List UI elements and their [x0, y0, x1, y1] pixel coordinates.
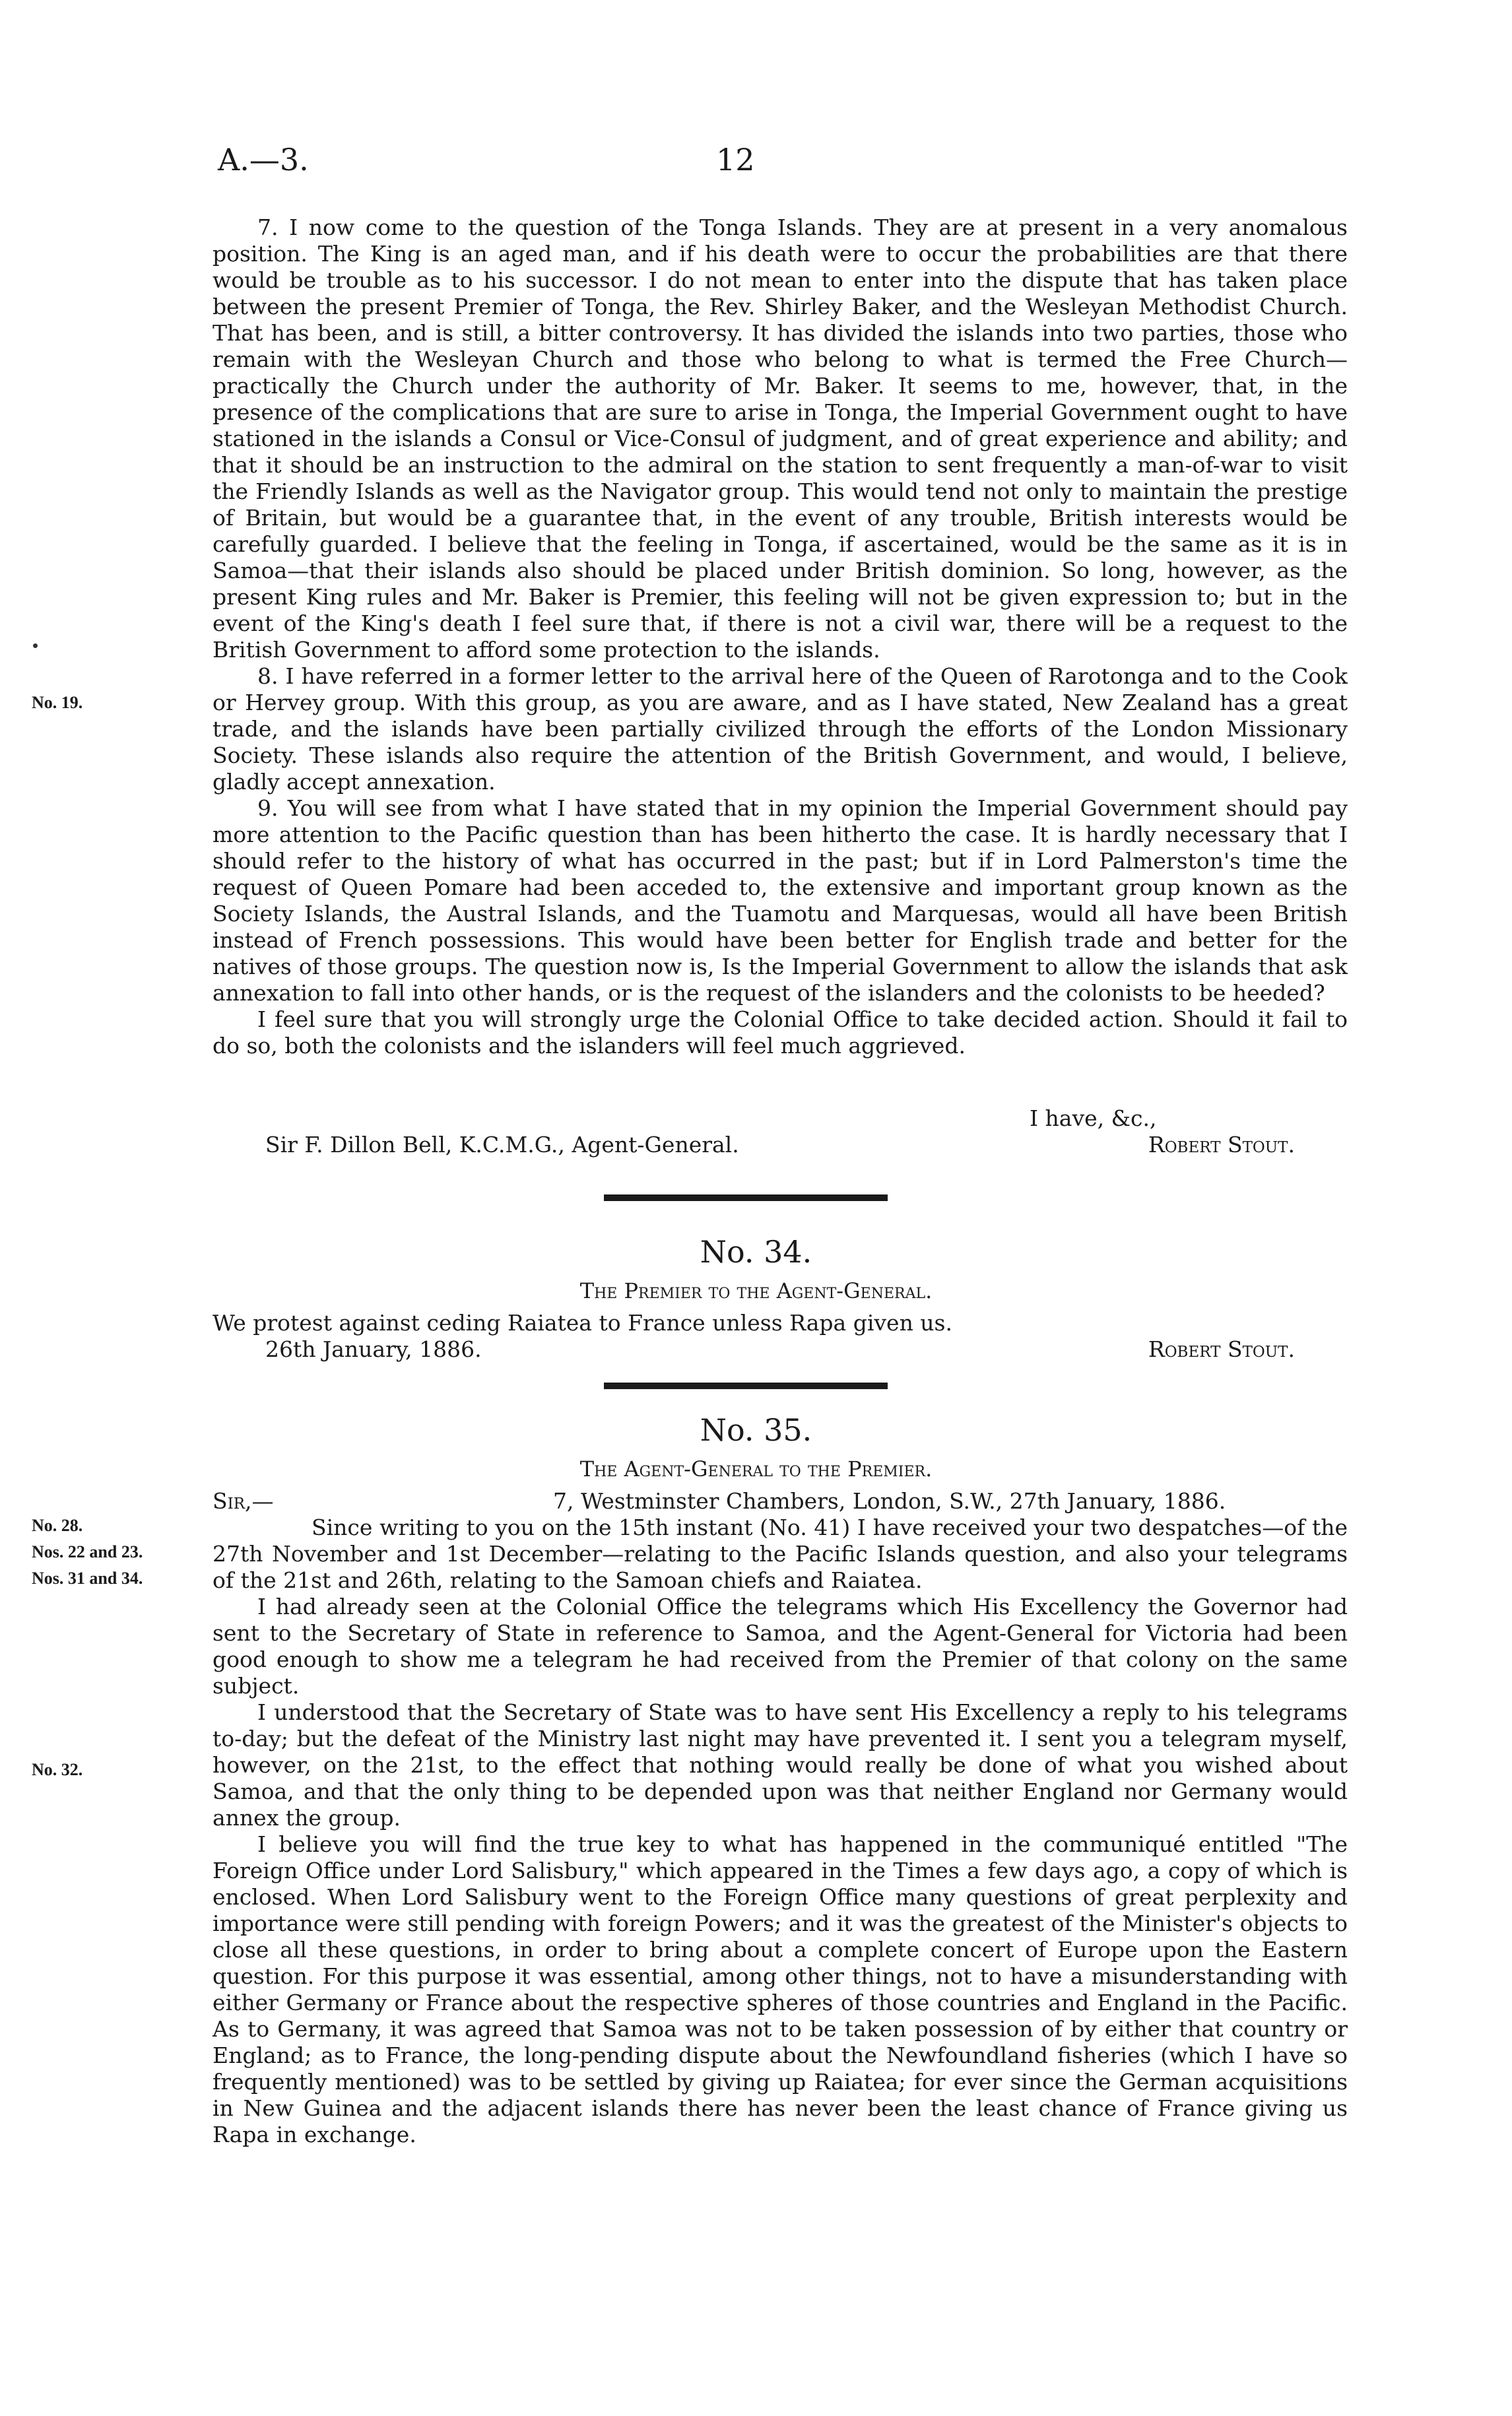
section-rule [604, 1194, 888, 1201]
margin-note-no32: No. 32. [32, 1760, 83, 1779]
margin-note-nos31-34: Nos. 31 and 34. [32, 1569, 143, 1588]
doc-35-paragraph-4: I believe you will find the true key to what has happened in the communiqué entitled "The Foreign Office under Lord Salisbury," which appeared in the Times a few days ago, a copy of which is enclosed. When Lord Salisbury went to the Foreign Office many questions of great perplexity and importance were still pending with foreign Powers; and it was the greatest of the Minister's objects to close all these questions, in order to bring about a complete concert of Europe upon the Eastern question. For this purpose it was essential, among other things, not to have a misunderstanding with either Germany or France about the respective spheres of those countries and England in the Pacific. As to Germany, it was agreed that Samoa was not to be taken possession of by either that country or England; as to France, the long-pending dispute about the Newfoundland fisheries (which I have so frequently mentioned) was to be settled by giving up Raiatea; for ever since the German acquisitions in New Guinea and the adjacent islands there has never been the least chance of France giving us Rapa in exchange. [213, 1831, 1348, 2147]
paragraph-7: 7. I now come to the question of the Tonga Islands. They are at present in a very anomalous position. The King is an aged man, and if his death were to occur the probabilities are that there would be trouble as to his successor. I do not mean to enter into the dispute that has taken place between the present Premier of Tonga, the Rev. Shirley Baker, and the Wesleyan Methodist Church. That has been, and is still, a bitter controversy. It has divided the islands into two parties, those who remain with the Wesleyan Church and those who belong to what is termed the Free Church—practically the Church under the authority of Mr. Baker. It seems to me, however, that, in the presence of the complications that are sure to arise in Tonga, the Imperial Government ought to have stationed in the islands a Consul or Vice-Consul of judgment, and of great experience and ability; and that it should be an instruction to the admiral on the station to sent frequently a man-of-war to visit the Friendly Islands as well as the Navigator group. This would tend not only to maintain the prestige of Britain, but would be a guarantee that, in the event of any trouble, British interests would be carefully guarded. I believe that the feeling in Tonga, if ascertained, would be the same as it is in Samoa—that their islands also should be placed under British dominion. So long, however, as the present King rules and Mr. Baker is Premier, this feeling will not be given expression to; but in the event of the King's death I feel sure that, if there is not a civil war, there will be a request to the British Government to afford some protection to the islands. [213, 214, 1348, 663]
doc-34-body: We protest against ceding Raiatea to France unless Rapa given us. [213, 1310, 952, 1336]
doc-35-number: No. 35. [700, 1412, 812, 1448]
letter-33-body [213, 214, 1348, 1059]
document-reference: A.—3. [218, 142, 309, 178]
doc-34-signature: Robert Stout. [1148, 1336, 1295, 1362]
signature: Robert Stout. [1148, 1132, 1295, 1158]
closing-paragraph: I feel sure that you will strongly urge the Colonial Office to take decided action. Should it fail to do so, both the colonists and the islanders will feel much aggrieved. [213, 1006, 1348, 1059]
letter-35-body [213, 1515, 1348, 2148]
section-rule-2 [604, 1383, 888, 1389]
margin-note-no28: No. 28. [32, 1516, 83, 1535]
doc-35-paragraph-2: I had already seen at the Colonial Office the telegrams which His Excellency the Governor had sent to the Secretary of State in reference to Samoa, and the Agent-General for Victoria had been good enough to show me a telegram he had received from the Premier of that colony on the same subject. [213, 1594, 1348, 1699]
paragraph-9: 9. You will see from what I have stated that in my opinion the Imperial Government should pay more attention to the Pacific question than has been hitherto the case. It is hardly necessary that I should refer to the history of what has occurred in the past; but if in Lord Palmerston's time the request of Queen Pomare had been acceded to, the extensive and important group known as the Society Islands, the Austral Islands, and the Tuamotu and Marquesas, would all have been British instead of French possessions. This would have been better for English trade and better for the natives of those groups. The question now is, Is the Imperial Government to allow the islands that ask annexation to fall into other hands, or is the request of the islanders and the colonists to be heeded? [213, 795, 1348, 1006]
closing-salutation: I have, &c., [1030, 1105, 1157, 1131]
doc-35-paragraph-3: I understood that the Secretary of State was to have sent His Excellency a reply to his telegrams to-day; but the defeat of the Ministry last night may have prevented it. I sent you a telegram myself, however, on the 21st, to the effect that nothing would really be done of what you wished about Samoa, and that the only thing to be depended upon was that neither England nor Germany would annex the group. [213, 1699, 1348, 1831]
addressee: Sir F. Dillon Bell, K.C.M.G., Agent-General. [265, 1132, 739, 1158]
paragraph-8: 8. I have referred in a former letter to the arrival here of the Queen of Rarotonga and to the Cook or Hervey group. With this group, as you are aware, and as I have stated, New Zealand has a great trade, and the islands have been partially civilized through the efforts of the London Missionary Society. These islands also require the attention of the British Government, and would, I believe, gladly accept annexation. [213, 663, 1348, 795]
doc-35-heading: The Agent-General to the Premier. [579, 1456, 933, 1482]
doc-35-paragraph-1: Since writing to you on the 15th instant (No. 41) I have received your two despatches—of the 27th November and 1st December—relating to the Pacific Islands question, and also your telegrams of the 21st and 26th, relating to the Samoan chiefs and Raiatea. [213, 1515, 1348, 1593]
margin-note-nos22-23: Nos. 22 and 23. [32, 1542, 143, 1561]
doc-34-date: 26th January, 1886. [265, 1336, 482, 1362]
doc-35-salutation: Sir,— [213, 1488, 274, 1514]
page-number: 12 [716, 142, 755, 178]
margin-note-no19: No. 19. [32, 693, 83, 712]
doc-34-number: No. 34. [700, 1234, 812, 1270]
doc-34-heading: The Premier to the Agent-General. [579, 1278, 933, 1303]
margin-mark [33, 643, 38, 648]
doc-35-address: 7, Westminster Chambers, London, S.W., 27th January, 1886. [553, 1488, 1226, 1514]
